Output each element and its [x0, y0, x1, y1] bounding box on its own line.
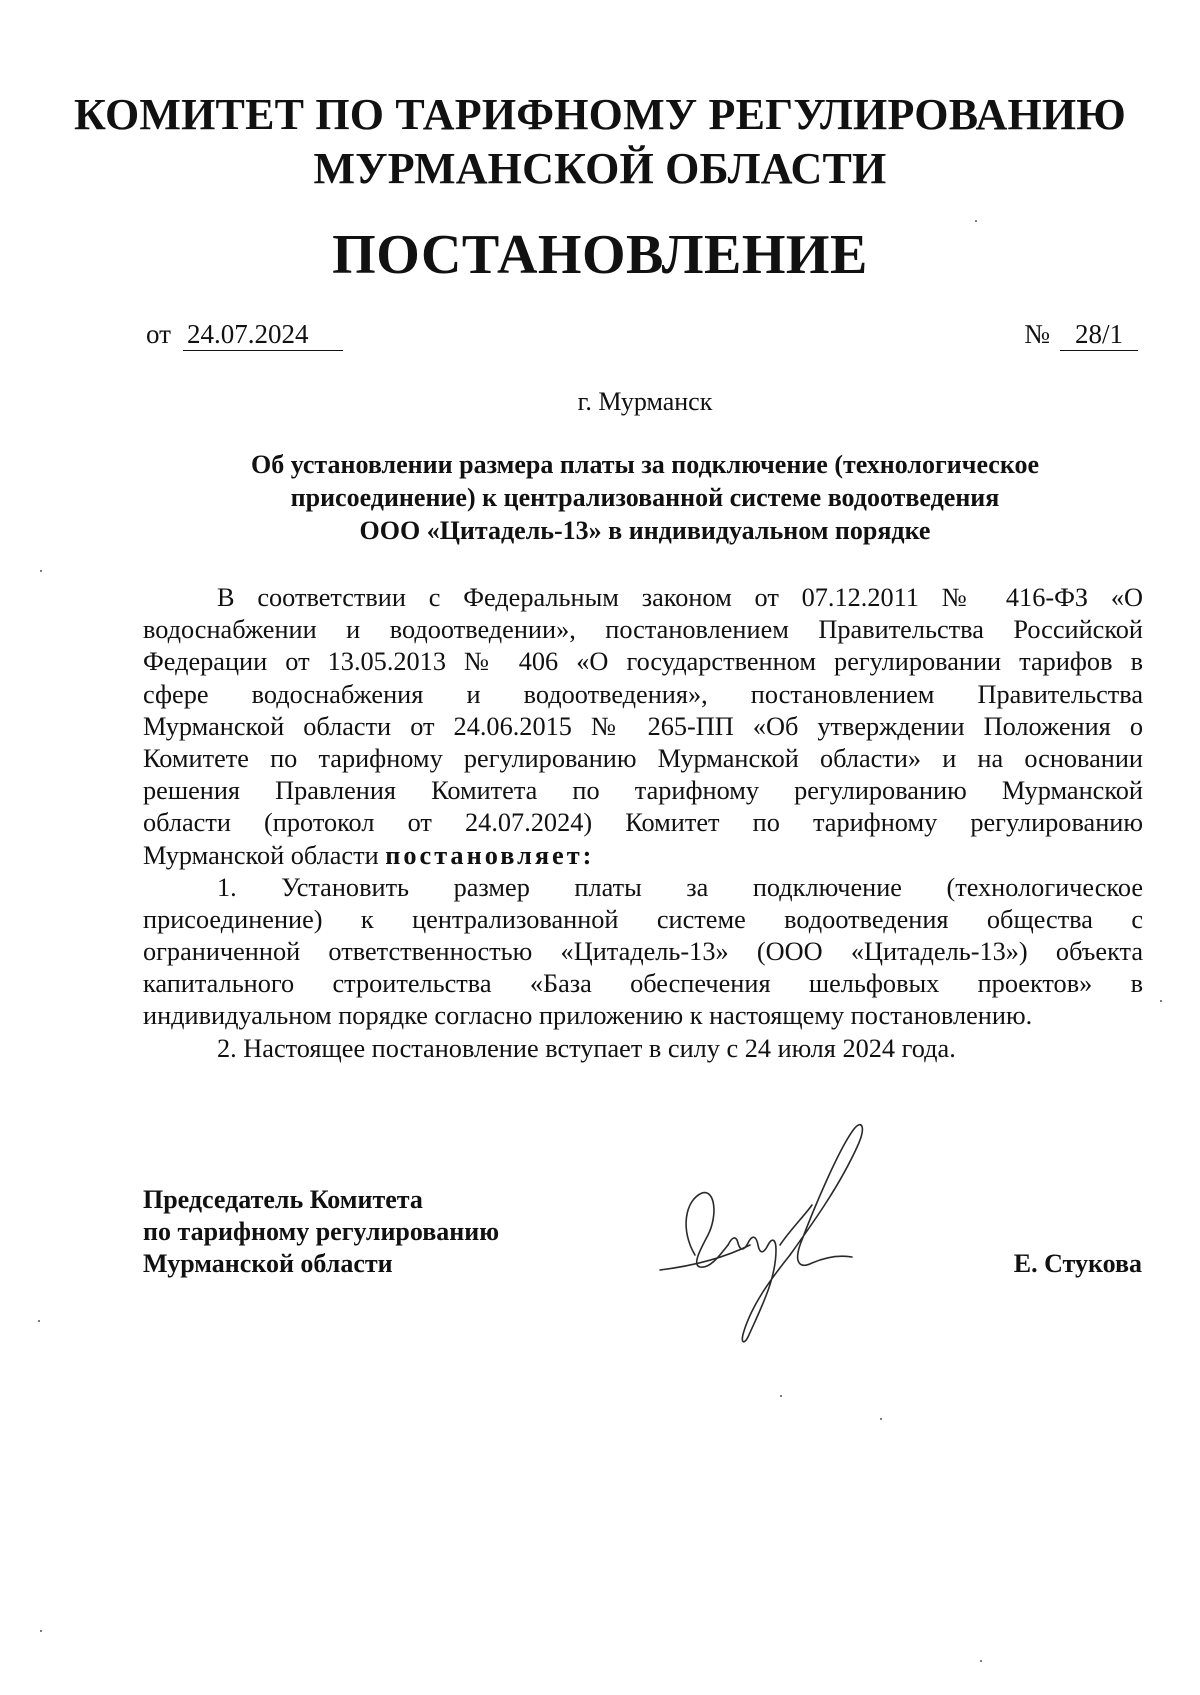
preamble-line: Мурманской области от 24.06.2015 № 265-ПП «Об утверждении Положения о: [143, 711, 1143, 741]
subject-line-3: ООО «Цитадель-13» в индивидуальном порядке: [359, 516, 931, 545]
preamble-line-final: [143, 840, 1143, 872]
item-1-line: индивидуальном порядке согласно приложению к настоящему постановлению.: [143, 1001, 1033, 1031]
document-body: [143, 582, 1143, 1065]
document-number-line: [1024, 318, 1138, 351]
resolution-keyword: постановляет: [385, 840, 583, 870]
preamble-line: области (протокол от 24.07.2024) Комитет по тарифному регулированию: [143, 808, 1143, 838]
scan-speck: [40, 1630, 42, 1632]
number-prefix: №: [1024, 319, 1050, 349]
item-1-line: 1. Установить размер платы за подключение (технологическое: [217, 872, 1143, 902]
signer-title-line-2: по тарифному регулированию: [143, 1217, 500, 1246]
item-2-line: 2. Настоящее постановление вступает в силу с 24 июля 2024 года.: [217, 1033, 956, 1063]
item-1-line: капитального строительства «База обеспечения шельфовых проектов» в: [143, 969, 1143, 999]
document-date: 24.07.2024: [183, 318, 343, 351]
signer-title-line-1: Председатель Комитета: [143, 1185, 423, 1214]
signer-title: [143, 1184, 499, 1280]
item-1-line: ограниченной ответственностью «Цитадель-13» (ООО «Цитадель-13») объекта: [143, 937, 1143, 967]
org-name-line-1: КОМИТЕТ ПО ТАРИФНОМУ РЕГУЛИРОВАНИЮ: [73, 90, 1127, 139]
preamble-line: Комитете по тарифному регулированию Мурманской области» и на основании: [143, 743, 1143, 773]
document-subject: [150, 448, 1140, 547]
org-name-line-2: МУРМАНСКОЙ ОБЛАСТИ: [313, 144, 887, 193]
document-date-line: [146, 318, 343, 351]
preamble-line: водоснабжении и водоотведении», постановлением Правительства Российской: [143, 615, 1143, 645]
preamble-final-text: Мурманской области: [143, 840, 386, 870]
scan-speck: [38, 1320, 40, 1322]
scan-speck: [40, 570, 42, 572]
preamble-line: сфере водоснабжения и водоотведения», постановлением Правительства: [143, 679, 1143, 709]
subject-line-2: присоединение) к централизованной системе водоотведения: [290, 483, 1000, 512]
preamble-line: решения Правления Комитета по тарифному регулированию Мурманской: [143, 776, 1143, 806]
item-1-line: присоединение) к централизованной системе водоотведения общества с: [143, 904, 1143, 934]
handwritten-signature: [640, 1105, 920, 1355]
scan-speck: [780, 1395, 782, 1397]
date-prefix: от: [146, 319, 171, 349]
signer-title-line-3: Мурманской области: [143, 1249, 393, 1278]
scan-speck: [880, 1418, 882, 1420]
subject-line-1: Об установлении размера платы за подключение (технологическое: [250, 450, 1040, 479]
scan-speck: [1160, 1000, 1162, 1002]
signer-name: Е. Стукова: [1013, 1249, 1142, 1278]
document-city: г. Мурманск: [577, 387, 713, 416]
document-number: 28/1: [1060, 318, 1138, 351]
scan-speck: [980, 1660, 982, 1662]
scan-speck: [975, 220, 977, 222]
resolution-colon: :: [582, 840, 595, 870]
preamble-line: Федерации от 13.05.2013 № 406 «О государственном регулировании тарифов в: [143, 647, 1143, 677]
preamble-line: В соответствии с Федеральным законом от 07.12.2011 № 416-ФЗ «О: [217, 583, 1143, 612]
document-type-title: ПОСТАНОВЛЕНИЕ: [332, 224, 868, 286]
